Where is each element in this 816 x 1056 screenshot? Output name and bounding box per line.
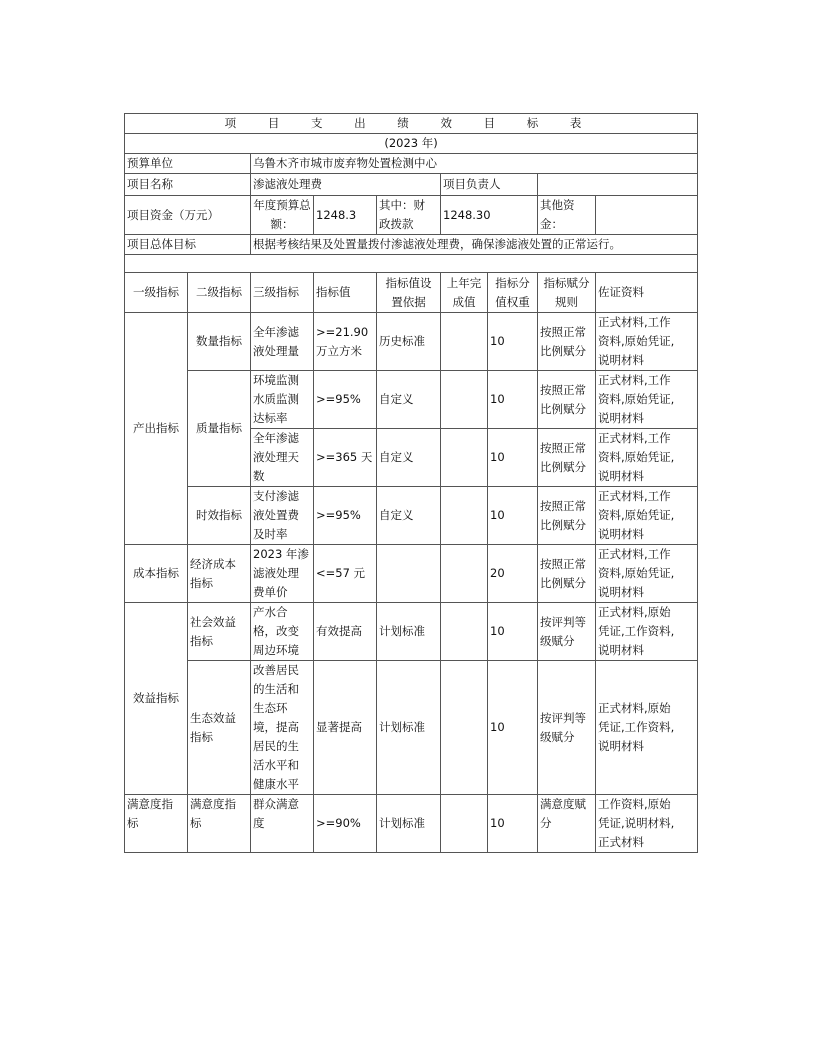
last-year-value [441,795,488,853]
other-funds-value [596,196,698,235]
annual-budget-label: 年度预算总 额： [251,196,314,235]
group-output: 产出指标 [125,313,188,545]
indicator-weight: 10 [488,603,538,661]
scoring-rule: 按照正常 比例赋分 [538,429,596,487]
table-row [125,545,698,603]
evidence-materials: 正式材料,工作 资料,原始凭证, 说明材料 [596,371,698,429]
level3-indicator: 改善居民 的生活和 生态环 境，提高 居民的生 活水平和 健康水平 [251,661,314,795]
project-leader-label: 项目负责人 [441,174,538,196]
indicator-basis [377,545,441,603]
header-last-year: 上年完 成值 [441,273,488,313]
header-value: 指标值 [314,273,377,313]
project-name-label: 项目名称 [125,174,251,196]
indicator-weight: 20 [488,545,538,603]
subgroup-quality: 质量指标 [188,371,251,487]
indicator-basis: 自定义 [377,429,441,487]
scoring-rule: 按照正常 比例赋分 [538,545,596,603]
header-weight: 指标分 值权重 [488,273,538,313]
fiscal-funds-label: 其中：财 政拨款 [377,196,441,235]
budget-unit-label: 预算单位 [125,154,251,174]
subgroup-economic-cost: 经济成本 指标 [188,545,251,603]
scoring-rule: 按照正常 比例赋分 [538,487,596,545]
indicator-value: >=21.90 万立方米 [314,313,377,371]
last-year-value [441,429,488,487]
header-evidence: 佐证资料 [596,273,698,313]
evidence-materials: 正式材料,工作 资料,原始凭证, 说明材料 [596,313,698,371]
last-year-value [441,371,488,429]
indicator-weight: 10 [488,371,538,429]
scoring-rule: 按照正常 比例赋分 [538,313,596,371]
funds-label: 项目资金（万元） [125,196,251,235]
evidence-materials: 正式材料,原始 凭证,工作资料, 说明材料 [596,661,698,795]
evidence-materials: 正式材料,工作 资料,原始凭证, 说明材料 [596,545,698,603]
table-row [125,487,698,545]
header-level2: 二级指标 [188,273,251,313]
table-row [125,661,698,795]
evidence-materials: 工作资料,原始 凭证,说明材料, 正式材料 [596,795,698,853]
project-leader-value [538,174,698,196]
level3-indicator: 产水合 格，改变 周边环境 [251,603,314,661]
subgroup-timeliness: 时效指标 [188,487,251,545]
table-row [125,371,698,429]
scoring-rule: 满意度赋 分 [538,795,596,853]
indicator-basis: 计划标准 [377,795,441,853]
overall-goal-label: 项目总体目标 [125,235,251,255]
indicator-value: >=90% [314,795,377,853]
level3-indicator: 2023 年渗 滤液处理 费单价 [251,545,314,603]
evidence-materials: 正式材料,工作 资料,原始凭证, 说明材料 [596,487,698,545]
indicator-weight: 10 [488,429,538,487]
fiscal-funds-value: 1248.30 [441,196,538,235]
performance-target-table [124,113,698,853]
overall-goal-value: 根据考核结果及处置量拨付渗滤液处理费，确保渗滤液处置的正常运行。 [251,235,698,255]
indicator-value: >=365 天 [314,429,377,487]
indicator-weight: 10 [488,313,538,371]
last-year-value [441,603,488,661]
indicator-basis: 历史标准 [377,313,441,371]
header-level1: 一级指标 [125,273,188,313]
year-label: (2023 年) [125,134,698,154]
level3-indicator: 环境监测 水质监测 达标率 [251,371,314,429]
level3-indicator: 支付渗滤 液处置费 及时率 [251,487,314,545]
level3-indicator: 全年渗滤 液处理量 [251,313,314,371]
subgroup-ecological: 生态效益 指标 [188,661,251,795]
table-row [125,795,698,853]
indicator-basis: 自定义 [377,487,441,545]
scoring-rule: 按评判等 级赋分 [538,661,596,795]
indicator-value: <=57 元 [314,545,377,603]
indicator-weight: 10 [488,487,538,545]
last-year-value [441,661,488,795]
scoring-rule: 按照正常 比例赋分 [538,371,596,429]
indicator-basis: 计划标准 [377,603,441,661]
table-title: 项 目 支 出 绩 效 目 标 表 [125,114,698,134]
subgroup-social: 社会效益 指标 [188,603,251,661]
group-satisfaction: 满意度指 标 [125,795,188,853]
header-rule: 指标赋分 规则 [538,273,596,313]
indicator-basis: 计划标准 [377,661,441,795]
header-level3: 三级指标 [251,273,314,313]
subgroup-satisfaction: 满意度指 标 [188,795,251,853]
table-row [125,603,698,661]
evidence-materials: 正式材料,原始 凭证,工作资料, 说明材料 [596,603,698,661]
other-funds-label: 其他资 金： [538,196,596,235]
indicator-weight: 10 [488,795,538,853]
indicator-value: 显著提高 [314,661,377,795]
header-basis: 指标值设 置依据 [377,273,441,313]
project-name-value: 渗滤液处理费 [251,174,441,196]
spacer-row [125,255,698,273]
group-cost: 成本指标 [125,545,188,603]
indicator-value: >=95% [314,487,377,545]
level3-indicator: 群众满意 度 [251,795,314,853]
indicator-value: 有效提高 [314,603,377,661]
last-year-value [441,487,488,545]
indicator-value: >=95% [314,371,377,429]
indicator-basis: 自定义 [377,371,441,429]
evidence-materials: 正式材料,工作 资料,原始凭证, 说明材料 [596,429,698,487]
indicator-weight: 10 [488,661,538,795]
scoring-rule: 按评判等 级赋分 [538,603,596,661]
budget-unit-value: 乌鲁木齐市城市废弃物处置检测中心 [251,154,698,174]
level3-indicator: 全年渗滤 液处理天 数 [251,429,314,487]
table-row [125,313,698,371]
group-benefit: 效益指标 [125,603,188,795]
last-year-value [441,313,488,371]
last-year-value [441,545,488,603]
subgroup-quantity: 数量指标 [188,313,251,371]
annual-budget-value: 1248.3 [314,196,377,235]
